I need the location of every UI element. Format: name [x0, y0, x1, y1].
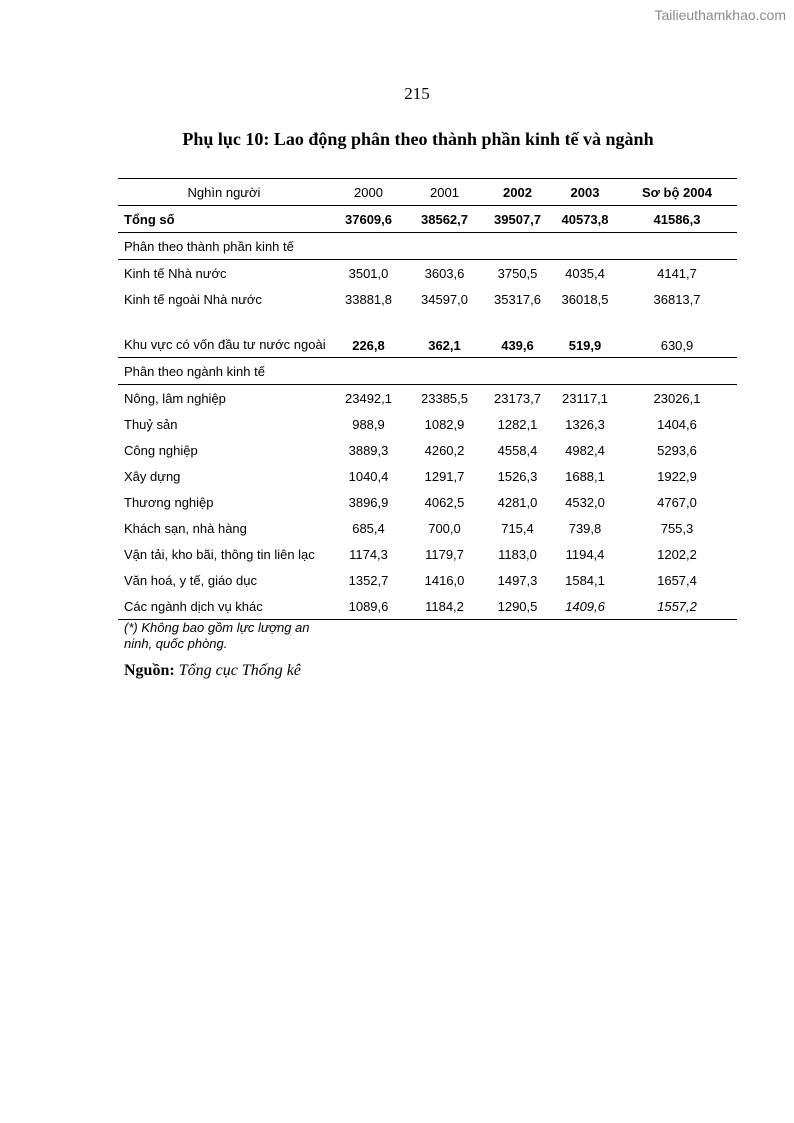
cell-value: 40573,8	[561, 211, 609, 227]
table-row	[118, 437, 737, 463]
cell-value: 1416,0	[424, 572, 465, 588]
cell-value: 1184,2	[407, 593, 482, 620]
cell-value: 1290,5	[482, 593, 553, 620]
cell-value: 519,9	[568, 338, 602, 353]
cell-value: 4035,4	[565, 265, 605, 281]
cell-value: 739,8	[568, 520, 602, 536]
cell-value: 1557,2	[617, 593, 737, 620]
header-year-2003: 2003	[553, 179, 617, 206]
cell-value: 1179,7	[425, 546, 464, 562]
cell-value: 4141,7	[657, 265, 697, 281]
cell-value: 1497,3	[497, 572, 538, 588]
cell-value: 4260,2	[424, 442, 465, 458]
table-row	[118, 385, 737, 412]
source-line	[124, 662, 301, 680]
row-label: Công nghiệp	[124, 442, 198, 458]
cell-value: 1082,9	[424, 416, 465, 432]
cell-value: 1326,3	[565, 416, 605, 432]
cell-value: 439,6	[501, 338, 534, 353]
cell-value: 1404,6	[657, 416, 697, 432]
cell-value: 226,8	[352, 338, 385, 353]
cell-value: 1089,6	[330, 593, 407, 620]
page-number: 215	[404, 84, 430, 103]
row-label: Văn hoá, y tế, giáo dục	[124, 572, 257, 588]
header-year-2001: 2001	[407, 179, 482, 206]
cell-value: 23173,7	[494, 390, 541, 406]
cell-value: 3896,9	[348, 494, 389, 510]
cell-value: 5293,6	[657, 442, 697, 458]
cell-value: 4281,0	[497, 494, 538, 510]
cell-value: 1183,0	[498, 546, 537, 562]
table-row	[118, 286, 737, 312]
table-row	[118, 312, 737, 358]
cell-value: 362,1	[428, 338, 461, 353]
source-value: Tổng cục Thống kê	[178, 662, 301, 679]
cell-value: 3501,0	[348, 265, 389, 281]
page-title: Phụ lục 10: Lao động phân theo thành phần kinh tế và ngành	[182, 129, 654, 149]
table-row	[118, 489, 737, 515]
section-header-row	[118, 233, 737, 260]
cell-value: 1584,1	[565, 572, 605, 588]
labor-table	[118, 178, 737, 620]
row-label: Kinh tế ngoài Nhà nước	[124, 291, 262, 307]
header-year-2002: 2002	[482, 179, 553, 206]
cell-value: 36813,7	[653, 291, 701, 307]
cell-value: 1202,2	[657, 546, 697, 562]
cell-value: 685,4	[352, 520, 385, 536]
cell-value: 41586,3	[653, 211, 701, 227]
cell-value: 34597,0	[421, 291, 468, 307]
cell-value: 988,9	[352, 416, 385, 432]
cell-value: 23385,5	[421, 390, 468, 406]
cell-value: 1291,7	[424, 468, 465, 484]
cell-value: 1526,3	[497, 468, 538, 484]
table-row	[118, 515, 737, 541]
row-label: Kinh tế Nhà nước	[124, 265, 227, 281]
section-header-row	[118, 358, 737, 385]
header-year-2000: 2000	[330, 179, 407, 206]
cell-value: 1922,9	[657, 468, 697, 484]
row-label: Vận tải, kho bãi, thông tin liên lạc	[124, 546, 315, 562]
cell-value: 4532,0	[565, 494, 605, 510]
cell-value: 4062,5	[424, 494, 465, 510]
cell-value: 755,3	[660, 520, 694, 536]
cell-value: 1409,6	[553, 593, 617, 620]
cell-value: 38562,7	[421, 211, 468, 227]
cell-value: 23492,1	[345, 390, 392, 406]
row-label: Xây dựng	[124, 468, 181, 484]
footnote: (*) Không bao gồm lực lượng an ninh, quốc phòng.	[124, 620, 310, 651]
row-label: Thuỷ sản	[124, 416, 178, 432]
cell-value: 700,0	[428, 520, 461, 536]
row-label: Các ngành dịch vụ khác	[118, 593, 330, 620]
table-row	[118, 260, 737, 287]
cell-value: 37609,6	[345, 211, 392, 227]
cell-value: 1282,1	[497, 416, 538, 432]
cell-value: 3889,3	[348, 442, 389, 458]
total-row	[118, 206, 737, 233]
table-row	[118, 567, 737, 593]
cell-value: 36018,5	[561, 291, 609, 307]
cell-value: 1194,4	[565, 546, 605, 562]
cell-value: 33881,8	[345, 291, 392, 307]
section-label: Phân theo thành phần kinh tế	[118, 233, 737, 260]
cell-value: 1352,7	[348, 572, 389, 588]
cell-value: 35317,6	[494, 291, 541, 307]
header-unit: Nghìn người	[118, 179, 330, 206]
table-row	[118, 411, 737, 437]
cell-value: 715,4	[501, 520, 534, 536]
cell-value: 23117,1	[561, 390, 609, 406]
table-row	[118, 541, 737, 567]
cell-value: 39507,7	[494, 211, 541, 227]
cell-value: 3603,6	[424, 265, 465, 281]
cell-value: 23026,1	[653, 390, 701, 406]
cell-value: 4767,0	[657, 494, 697, 510]
cell-value: 1657,4	[657, 572, 697, 588]
source-label: Nguồn:	[124, 662, 175, 679]
row-label: Thương nghiệp	[124, 494, 214, 510]
cell-value: 1688,1	[565, 468, 605, 484]
row-label: Nông, lâm nghiệp	[124, 390, 226, 406]
table-header-row	[118, 179, 737, 206]
row-label: Tổng số	[124, 211, 175, 227]
row-label: Khách sạn, nhà hàng	[124, 520, 247, 536]
header-year-2004: Sơ bộ 2004	[617, 179, 737, 206]
table-row	[118, 593, 737, 620]
cell-value: 1040,4	[348, 468, 389, 484]
cell-value: 3750,5	[497, 265, 538, 281]
section-label: Phân theo ngành kinh tế	[118, 358, 737, 385]
row-label: Khu vực có vốn đầu tư nước ngoài	[124, 337, 326, 352]
watermark: Tailieuthamkhao.com	[654, 7, 786, 23]
table-row	[118, 463, 737, 489]
cell-value: 4982,4	[565, 442, 605, 458]
cell-value: 1174,3	[349, 546, 388, 562]
cell-value: 630,9	[660, 338, 694, 353]
cell-value: 4558,4	[497, 442, 538, 458]
